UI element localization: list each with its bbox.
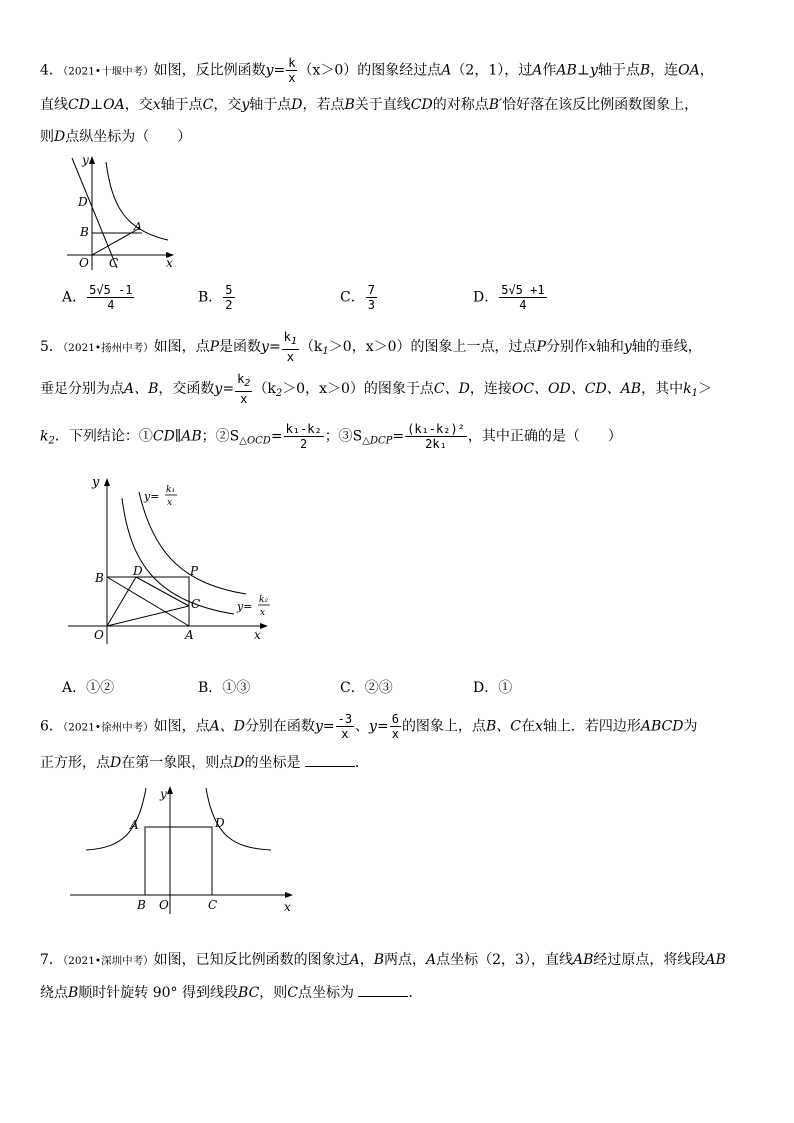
q4-option-d[interactable]: D． $\frac{5√5 +1}{4}$ [473,283,545,312]
q5-option-b[interactable]: B．①③ [198,680,251,696]
q5-curve-k2 [122,498,234,614]
q4-label-a: A [134,220,142,233]
q7-answer-blank[interactable] [358,982,408,997]
q5-segment-od [107,577,136,626]
q4-line-cd [72,158,117,268]
q5-label-b: B [95,571,104,585]
svg-text:k₂: k₂ [259,595,269,605]
q5-label-p: P [190,564,199,578]
q5-label-d: D [133,564,143,578]
q4-fraction-k-over-x: $\frac{k}{x}$ [288,56,296,85]
svg-text:x: x [260,608,266,618]
q4-label-x: x [166,256,173,270]
q5-line2: 垂足分别为点A、B，交函数y= $\frac{k_2}{x}$ （$k_2>0$，x＞0）的图象于点C、D，连接OC、OD、CD、AB，其中$k_1>$ [40,372,712,406]
q4-option-a[interactable]: A． $\frac{5√5 -1}{4}$ [62,283,133,312]
q6-label-c: C [208,898,218,912]
q5-segment-oc [107,606,189,626]
q5-label-a: A [185,628,194,642]
q4-option-c[interactable]: C． $\frac{7}{3}$ [340,283,375,312]
q4-option-b[interactable]: B． $\frac{5}{2}$ [198,283,233,312]
q6-answer-blank[interactable] [305,752,355,767]
q6-figure [66,782,306,916]
q4-line2: 直线CD⊥OA，交x轴于点C，交y轴于点D，若点B关于直线CD的对称点B′恰好落在该反比例函数图象上， [40,97,699,113]
q6-label-y: y [160,787,167,801]
q6-square-abcd [145,827,212,895]
svg-text:y=: y= [144,490,160,503]
q5-segment-ab [107,577,189,626]
q4-label-b: B [80,225,89,239]
q5-option-c[interactable]: C．②③ [340,680,393,696]
q6-line1: 6．（2021•徐州中考）如图，点A、D分别在函数y= $\frac{-3}{x}$ 、y= $\frac{6}{x}$ 的图象上，点B、C在x轴上．若四边形ABCD为 [40,712,698,741]
q4-label-c: C [109,256,119,270]
svg-text:y=: y= [237,600,253,613]
q5-label-x: x [254,628,261,642]
q7-line2: 绕点B顺时针旋转 90° 得到线段BC，则C点坐标为 ． [40,982,422,1004]
q5-option-d[interactable]: D．① [473,680,513,696]
q6-line2: 正方形，点D在第一象限，则点D的坐标是 ． [40,752,369,774]
q5-label-y: y [92,475,100,490]
svg-text:k₁: k₁ [166,485,176,495]
q5-line3: $k_2$．下列结论：①CD∥AB；$②S_{\triangle OCD}=$ $\frac{\text{k₁-k₂}}{2}$ ；$③S_{\triangle DCP}=$ $\frac{\text{(k₁-k₂)²}}{\text{2k₁}}$ ，其中正确的是（ ） [40,422,622,451]
q6-label-x: x [284,900,291,914]
q5-segment-cd [136,577,189,606]
q6-label-b: B [137,898,146,912]
q6-label-d: D [215,816,225,830]
q5-line1: 5．（2021•扬州中考）如图，点P是函数y= $\frac{k_1}{x}$ （$k_1>0$，x＞0）的图象上一点，过点P分别作x轴和y轴的垂线， [40,330,702,364]
q4-line3: 则D点纵坐标为（ ） [40,129,192,145]
q4-label-y: y [82,153,89,167]
q5-option-a[interactable]: A．①② [62,680,115,696]
q6-label-a: A [130,818,139,832]
q4-label-d: D [78,195,88,209]
q7-line1: 7．（2021•深圳中考）如图，已知反比例函数的图象过A，B两点，A点坐标（2，3），直线AB经过原点，将线段AB [40,952,726,968]
q4-line1: 4．（2021•十堰中考）如图，反比例函数y= $\frac{k}{x}$ （x＞0）的图象经过点A（2，1），过A作AB⊥y轴于点B，连OA， [40,56,714,85]
q4-label-o: O [79,256,89,270]
q5-label-o: O [94,628,104,642]
q4-figure [62,150,187,275]
svg-text:x: x [167,498,173,508]
q6-label-o: O [159,898,169,912]
q5-label-c: C [191,597,201,611]
q5-figure [66,472,286,648]
q4-line-oa [92,228,140,255]
